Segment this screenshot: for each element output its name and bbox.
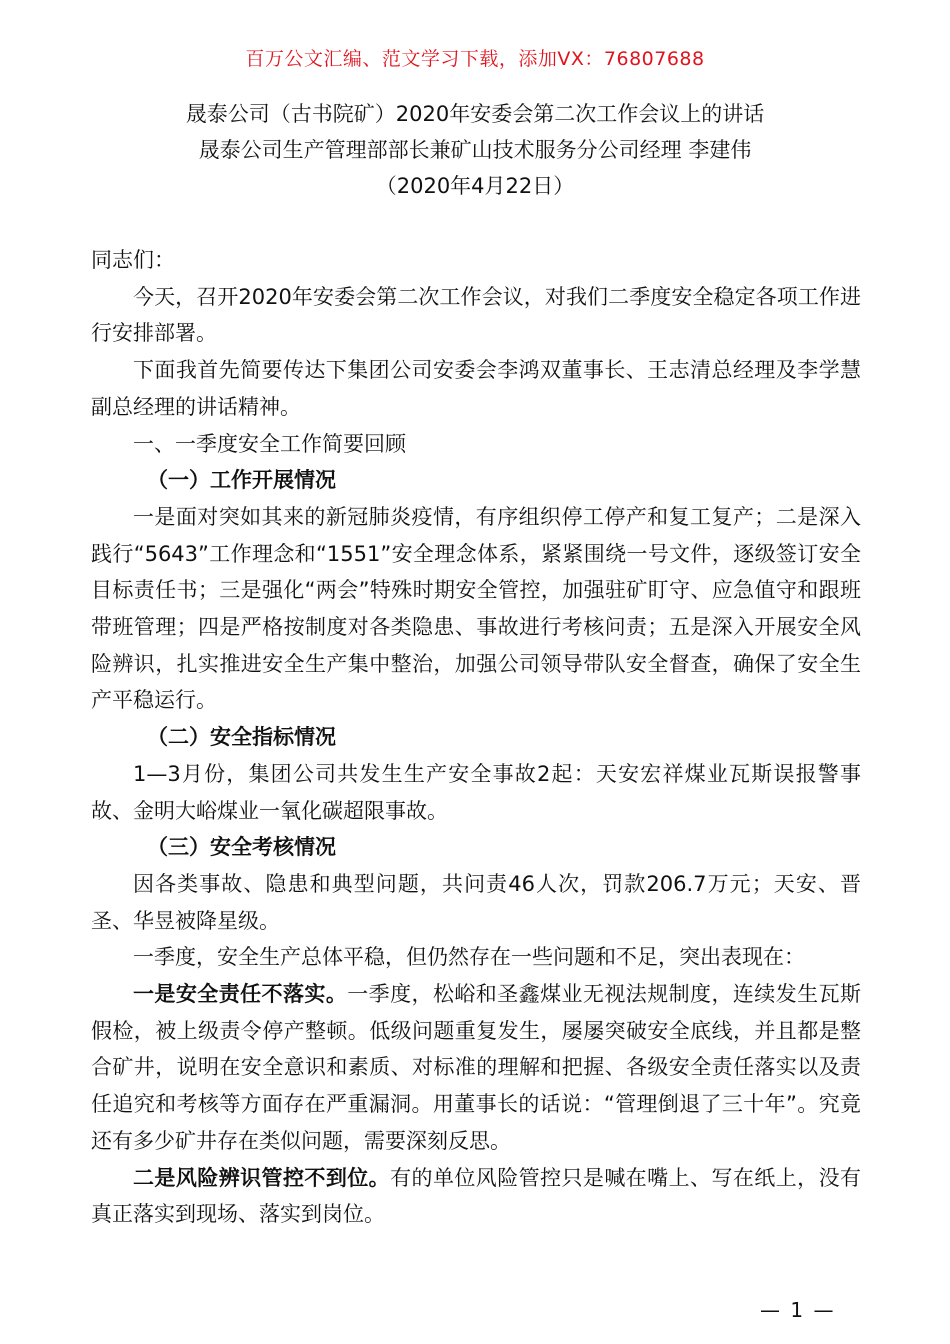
paragraph-lead: 一是安全责任不落实。 [133,982,348,1007]
speech-date: （2020年4月22日） [375,174,575,198]
subsection-heading: （二）安全指标情况 [147,725,336,750]
watermark-banner: 百万公文汇编、范文学习下载，添加VX：76807688 [245,48,705,70]
salutation: 同志们： [91,248,175,272]
document-header [0,96,950,204]
paragraph-lead: 二是风险辨识管控不到位。 [133,1165,391,1190]
paragraph: 因各类事故、隐患和典型问题，共问责46人次，罚款206.7万元；天安、晋圣、华昱被降星级。 [91,871,861,933]
paragraph: 今天，召开2020年安委会第二次工作会议，对我们二季度安全稳定各项工作进行安排部署。 [91,284,861,346]
subsection-heading: （一）工作开展情况 [147,468,336,493]
paragraph [91,1160,861,1233]
paragraph: 一季度，安全生产总体平稳，但仍然存在一些问题和不足，突出表现在： [133,945,805,970]
subsection-heading: （三）安全考核情况 [147,835,336,860]
document-title: 晟泰公司（古书院矿）2020年安委会第二次工作会议上的讲话 [185,102,765,126]
paragraph: 1—3月份，集团公司共发生生产安全事故2起：天安宏祥煤业瓦斯误报警事故、金明大峪煤业一氧化碳超限事故。 [91,761,861,823]
page-number: — 1 — [760,1298,836,1322]
paragraph [91,976,861,1160]
speaker-line: 晟泰公司生产管理部部长兼矿山技术服务分公司经理 李建伟 [198,138,752,162]
document-body [91,242,861,1233]
paragraph-text: 有的单位风险管控只是喊在嘴上、写在纸上，没有真正落实到现场、落实到岗位。 [91,1165,862,1227]
section-heading: 一、一季度安全工作简要回顾 [133,431,406,456]
paragraph: 下面我首先简要传达下集团公司安委会李鸿双董事长、王志清总经理及李学慧副总经理的讲话精神。 [91,358,861,419]
paragraph-text: 一季度，松峪和圣鑫煤业无视法规制度，连续发生瓦斯假检，被上级责令停产整顿。低级问题重复发生，屡屡突破安全底线，并且都是整合矿井，说明在安全意识和素质、对标准的理解和把握、各级安全责任落实以及责任追究和考核等方面存在严重漏洞。用董事长的话说：“管理倒退了三十年”。究竟还有多少矿井存在类似问题，需要深刻反思。 [91,982,862,1153]
paragraph: 一是面对突如其来的新冠肺炎疫情，有序组织停工停产和复工复产；二是深入践行“5643”工作理念和“1551”安全理念体系，紧紧围绕一号文件，逐级签订安全目标责任书；三是强化“两会”特殊时期安全管控，加强驻矿盯守、应急值守和跟班带班管理；四是严格按制度对各类隐患、事故进行考核问责；五是深入开展安全风险辨识，扎实推进安全生产集中整治，加强公司领导带队安全督查，确保了安全生产平稳运行。 [91,504,861,713]
